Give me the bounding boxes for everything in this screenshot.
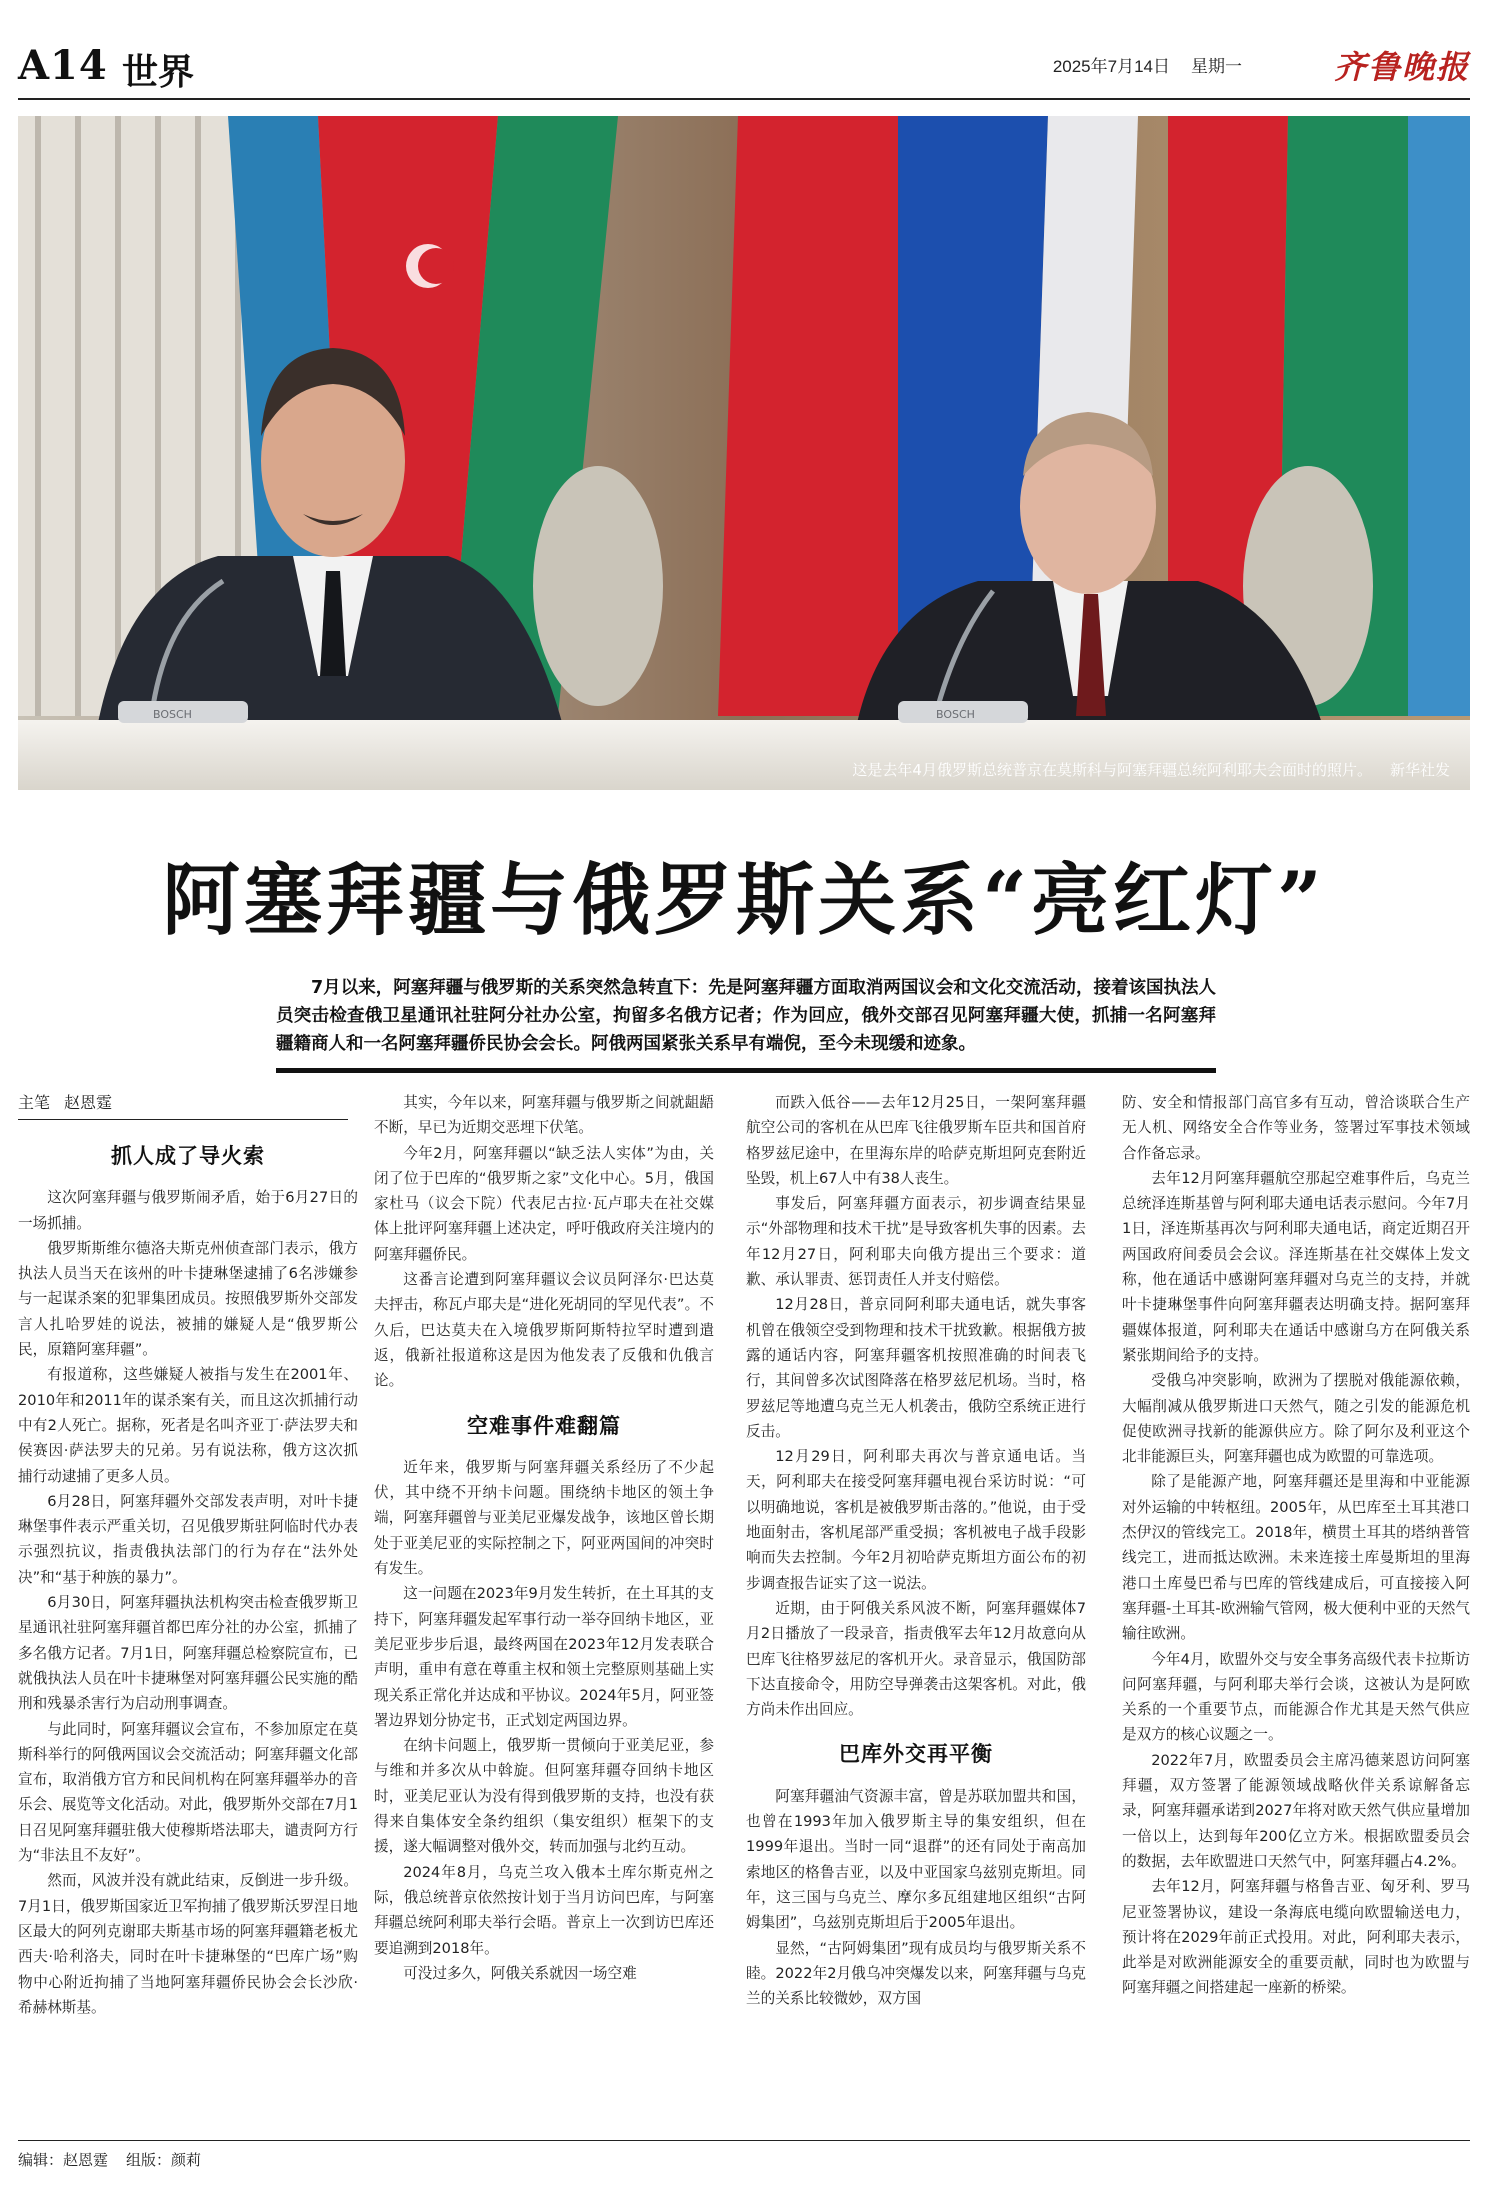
paragraph: 这一问题在2023年9月发生转折，在土耳其的支持下，阿塞拜疆发起军事行动一举夺回纳卡地区，亚美尼亚步步后退，最终两国在2023年12月发表联合声明，重申有意在尊重主权和领土完整原则基础上实现关系正常化并达成和平协议。2024年5月，阿亚签署边界划分协定书，正式划定两国边界。 — [374, 1585, 714, 1729]
paragraph: 有报道称，这些嫌疑人被指与发生在2001年、2010年和2011年的谋杀案有关，而且这次抓捕行动中有2人死亡。据称，死者是名叫齐亚丁·萨法罗夫和侯赛因·萨法罗夫的兄弟。另有说法称，俄方这次抓捕行动逮捕了更多人员。 — [18, 1366, 358, 1485]
paragraph: 6月30日，阿塞拜疆执法机构突击检查俄罗斯卫星通讯社驻阿塞拜疆首都巴库分社的办公室，抓捕了多名俄方记者。7月1日，阿塞拜疆总检察院宣布，已就俄执法人员在叶卡捷琳堡对阿塞拜疆公民实施的酷刑和残暴杀害行为启动刑事调查。 — [18, 1594, 358, 1713]
byline — [18, 1090, 348, 1120]
paragraph: 这次阿塞拜疆与俄罗斯闹矛盾，始于6月27日的一场抓捕。 — [18, 1189, 358, 1232]
paragraph: 俄罗斯斯维尔德洛夫斯克州侦查部门表示，俄方执法人员当天在该州的叶卡捷琳堡逮捕了6名涉嫌参与一起谋杀案的犯罪集团成员。按照俄罗斯外交部发言人扎哈罗娃的说法，被捕的嫌疑人是“俄罗斯公民，原籍阿塞拜疆”。 — [18, 1239, 358, 1359]
article-column-2 — [374, 1090, 714, 2080]
newspaper-logo: 齐鲁晚报 — [1333, 48, 1470, 86]
byline-author: 赵恩霆 — [64, 1093, 113, 1112]
article-column-3 — [746, 1090, 1086, 2080]
paragraph: 近年来，俄罗斯与阿塞拜疆关系经历了不少起伏，其中绕不开纳卡问题。围绕纳卡地区的领土争端，阿塞拜疆曾与亚美尼亚爆发战争，该地区曾长期处于亚美尼亚的实际控制之下，阿亚两国间的冲突时有发生。 — [374, 1458, 714, 1578]
photo-illustration — [18, 116, 1470, 790]
article-lede: 7月以来，阿塞拜疆与俄罗斯的关系突然急转直下：先是阿塞拜疆方面取消两国议会和文化交流活动，接着该国执法人员突击检查俄卫星通讯社驻阿分社办公室，拘留多名俄方记者；作为回应，俄外交部召见阿塞拜疆大使，抓捕一名阿塞拜疆籍商人和一名阿塞拜疆侨民协会会长。阿俄两国紧张关系早有端倪，至今未现缓和迹象。 — [276, 978, 1216, 1054]
lead-photo — [18, 116, 1470, 790]
lede-divider — [276, 1068, 1216, 1073]
photo-credit: 新华社发 — [1389, 761, 1450, 779]
article-column-1 — [18, 1124, 358, 2080]
section-heading-2: 空难事件难翻篇 — [467, 1413, 621, 1438]
chair-left — [533, 466, 663, 706]
section-name: 世界 — [122, 51, 195, 93]
paragraph: 6月28日，阿塞拜疆外交部发表声明，对叶卡捷琳堡事件表示严重关切，召见俄罗斯驻阿临时代办表示强烈抗议，指责俄执法部门的行为存在“法外处决”和“基于种族的暴力”。 — [18, 1492, 358, 1586]
paragraph: 除了是能源产地，阿塞拜疆还是里海和中亚能源对外运输的中转枢纽。2005年，从巴库至土耳其港口杰伊汉的管线完工。2018年，横贯土耳其的塔纳普管线完工，进而抵达欧洲。未来连接土库曼斯坦的里海港口土库曼巴希与巴库的管线建成后，可直接接入阿塞拜疆-土耳其-欧洲输气管网，极大便利中亚的天然气输往欧洲。 — [1122, 1473, 1470, 1643]
page-number: A14 — [18, 42, 108, 89]
paragraph: 这番言论遭到阿塞拜疆议会议员阿泽尔·巴达莫夫抨击，称瓦卢耶夫是“进化死胡同的罕见代表”。不久后，巴达莫夫在入境俄罗斯阿斯特拉罕时遭到遣返，俄新社报道称这是因为他发表了反俄和仇俄言论。 — [374, 1271, 714, 1390]
paragraph: 阿塞拜疆油气资源丰富，曾是苏联加盟共和国，也曾在1993年加入俄罗斯主导的集安组织，但在1999年退出。当时一同“退群”的还有同处于南高加索地区的格鲁吉亚，以及中亚国家乌兹别克斯坦。同年，这三国与乌克兰、摩尔多瓦组建地区组织“古阿姆集团”，乌兹别克斯坦后于2005年退出。 — [746, 1787, 1086, 1932]
paragraph: 显然，“古阿姆集团”现有成员均与俄罗斯关系不睦。2022年2月俄乌冲突爆发以来，阿塞拜疆与乌克兰的关系比较微妙，双方国 — [746, 1939, 1086, 2008]
editor-credit: 编辑：赵恩霆 — [18, 2151, 109, 2169]
layout-credit: 组版：颜莉 — [126, 2151, 202, 2169]
microphone-brand-left: BOSCH — [153, 708, 192, 721]
paragraph: 近期，由于阿俄关系风波不断，阿塞拜疆媒体7月2日播放了一段录音，指责俄军去年12月故意向从巴库飞往格罗兹尼的客机开火。录音显示，俄国防部下达直接命令，用防空导弹袭击这架客机。对此，俄方尚未作出回应。 — [746, 1599, 1086, 1719]
byline-label: 主笔 — [18, 1093, 51, 1112]
paragraph: 在纳卡问题上，俄罗斯一贯倾向于亚美尼亚，参与维和并多次从中斡旋。但阿塞拜疆夺回纳卡地区时，亚美尼亚认为没有得到俄罗斯的支持，也没有获得来自集体安全条约组织（集安组织）框架下的支援，遂大幅调整对俄外交，转而加强与北约互动。 — [374, 1737, 714, 1856]
paragraph: 而跌入低谷——去年12月25日，一架阿塞拜疆航空公司的客机在从巴库飞往俄罗斯车臣共和国首府格罗兹尼途中，在里海东岸的哈萨克斯坦阿克套附近坠毁，机上67人中有38人丧生。 — [746, 1094, 1086, 1187]
paragraph: 今年4月，欧盟外交与安全事务高级代表卡拉斯访问阿塞拜疆，与阿利耶夫举行会谈，这被认为是阿欧关系的一个重要节点，而能源合作尤其是天然气供应是双方的核心议题之一。 — [1122, 1650, 1470, 1744]
paragraph: 与此同时，阿塞拜疆议会宣布，不参加原定在莫斯科举行的阿俄两国议会交流活动；阿塞拜疆文化部宣布，取消俄方官方和民间机构在阿塞拜疆举办的音乐会、展览等文化活动。对此，俄罗斯外交部在7月1日召见阿塞拜疆驻俄大使穆斯塔法耶夫，谴责阿方行为“非法且不友好”。 — [18, 1720, 358, 1865]
section-heading-3: 巴库外交再平衡 — [839, 1742, 993, 1767]
issue-weekday: 星期一 — [1191, 57, 1242, 76]
page-footer — [18, 2140, 1470, 2170]
paragraph: 其实，今年以来，阿塞拜疆与俄罗斯之间就龃龉不断，早已为近期交恶埋下伏笔。 — [374, 1094, 714, 1137]
paragraph: 然而，风波并没有就此结束，反倒进一步升级。7月1日，俄罗斯国家近卫军拘捕了俄罗斯沃罗涅日地区最大的阿列克谢耶夫斯基市场的阿塞拜疆籍老板尤西夫·哈利洛夫，同时在叶卡捷琳堡的“巴库广场”购物中心附近拘捕了当地阿塞拜疆侨民协会会长沙欣·希赫林斯基。 — [18, 1872, 358, 2016]
issue-date: 2025年7月14日 — [1052, 57, 1170, 76]
photo-caption — [852, 759, 1450, 780]
caption-text: 这是去年4月俄罗斯总统普京在莫斯科与阿塞拜疆总统阿利耶夫会面时的照片。 — [852, 761, 1372, 779]
paragraph: 事发后，阿塞拜疆方面表示，初步调查结果显示“外部物理和技术干扰”是导致客机失事的因素。去年12月27日，阿利耶夫向俄方提出三个要求：道歉、承认罪责、惩罚责任人并支付赔偿。 — [746, 1195, 1086, 1289]
paragraph: 今年2月，阿塞拜疆以“缺乏法人实体”为由，关闭了位于巴库的“俄罗斯之家”文化中心。5月，俄国家杜马（议会下院）代表尼古拉·瓦卢耶夫在社交媒体上批评阿塞拜疆上述决定，呼吁俄政府关注境内的阿塞拜疆侨民。 — [374, 1144, 714, 1263]
paragraph: 去年12月阿塞拜疆航空那起空难事件后，乌克兰总统泽连斯基曾与阿利耶夫通电话表示慰问。今年7月1日，泽连斯基再次与阿利耶夫通电话，商定近期召开两国政府间委员会会议。泽连斯基在社交媒体上发文称，他在通话中感谢阿塞拜疆对乌克兰的支持，并就叶卡捷琳堡事件向阿塞拜疆表达明确支持。据阿塞拜疆媒体报道，阿利耶夫在通话中感谢乌方在阿俄关系紧张期间给予的支持。 — [1122, 1169, 1470, 1364]
main-headline: 阿塞拜疆与俄罗斯关系“亮红灯” — [162, 855, 1326, 946]
paragraph: 去年12月，阿塞拜疆与格鲁吉亚、匈牙利、罗马尼亚签署协议，建设一条海底电缆向欧盟输送电力，预计将在2029年前正式投用。对此，阿利耶夫表示，此举是对欧洲能源安全的重要贡献，同时也为欧盟与阿塞拜疆之间搭建起一座新的桥梁。 — [1122, 1878, 1470, 1997]
paragraph: 可没过多久，阿俄关系就因一场空难 — [403, 1964, 637, 1982]
paragraph: 2024年8月，乌克兰攻入俄本土库尔斯克州之际，俄总统普京依然按计划于当月访问巴库，与阿塞拜疆总统阿利耶夫举行会晤。普京上一次到访巴库还要追溯到2018年。 — [374, 1863, 714, 1957]
paragraph: 受俄乌冲突影响，欧洲为了摆脱对俄能源依赖，大幅削减从俄罗斯进口天然气，随之引发的能源危机促使欧洲寻找新的能源供应方。除了阿尔及利亚这个北非能源巨头，阿塞拜疆也成为欧盟的可靠选项。 — [1122, 1372, 1470, 1466]
paragraph: 防、安全和情报部门高官多有互动，曾洽谈联合生产无人机、网络安全合作等业务，签署过军事技术领域合作备忘录。 — [1122, 1094, 1470, 1162]
microphone-brand-right: BOSCH — [936, 708, 975, 721]
page-header — [18, 38, 1470, 100]
article-column-4 — [1122, 1090, 1470, 2080]
paragraph: 12月28日，普京同阿利耶夫通电话，就失事客机曾在俄领空受到物理和技术干扰致歉。根据俄方披露的通话内容，阿塞拜疆客机按照准确的时间表飞行，其间曾多次试图降落在格罗兹尼机场。当时，格罗兹尼等地遭乌克兰无人机袭击，俄防空系统正进行反击。 — [746, 1296, 1086, 1440]
paragraph: 12月29日，阿利耶夫再次与普京通电话。当天，阿利耶夫在接受阿塞拜疆电视台采访时说：“可以明确地说，客机是被俄罗斯击落的。”他说，由于受地面射击，客机尾部严重受损；客机被电子战手段影响而失去控制。今年2月初哈萨克斯坦方面公布的初步调查报告证实了这一说法。 — [746, 1448, 1086, 1592]
paragraph: 2022年7月，欧盟委员会主席冯德莱恩访问阿塞拜疆，双方签署了能源领域战略伙伴关系谅解备忘录，阿塞拜疆承诺到2027年将对欧天然气供应量增加一倍以上，达到每年200亿立方米。根据欧盟委员会的数据，去年欧盟进口天然气中，阿塞拜疆占4.2%。 — [1122, 1751, 1470, 1870]
section-heading-1: 抓人成了导火索 — [111, 1144, 265, 1168]
